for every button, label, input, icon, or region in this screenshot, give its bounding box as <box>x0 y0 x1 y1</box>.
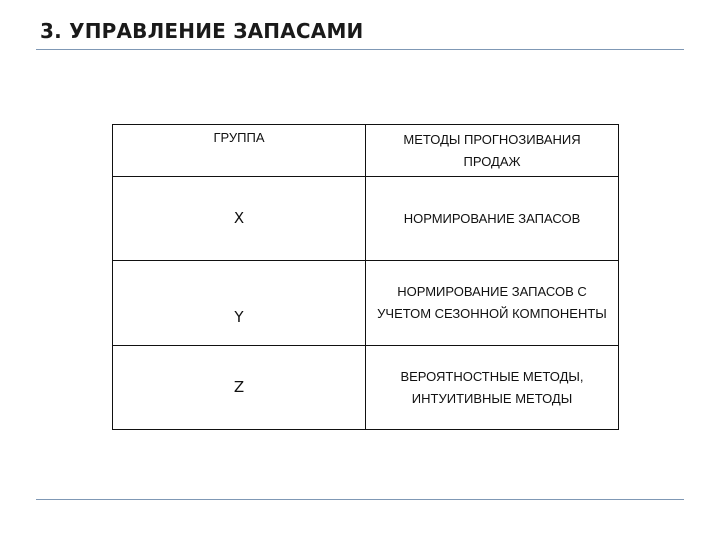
footer-divider <box>36 499 684 500</box>
table-row <box>113 177 619 261</box>
group-label: Z <box>233 378 245 396</box>
method-cell: ВЕРОЯТНОСТНЫЕ МЕТОДЫ, ИНТУИТИВНЫЕ МЕТОДЫ <box>366 346 619 430</box>
header-group: ГРУППА <box>113 125 366 177</box>
method-cell: НОРМИРОВАНИЕ ЗАПАСОВ С УЧЕТОМ СЕЗОННОЙ КОМПОНЕНТЫ <box>366 261 619 346</box>
group-cell <box>113 177 366 261</box>
group-cell <box>113 261 366 346</box>
table-row <box>113 261 619 346</box>
header-methods: МЕТОДЫ ПРОГНОЗИВАНИЯ ПРОДАЖ <box>366 125 619 177</box>
table-row <box>113 346 619 430</box>
forecast-methods-table <box>112 124 619 430</box>
title-divider <box>36 49 684 50</box>
group-label: Y <box>234 307 244 326</box>
group-cell <box>113 346 366 430</box>
group-label: X <box>233 209 245 227</box>
table-header-row <box>113 125 619 177</box>
method-cell: НОРМИРОВАНИЕ ЗАПАСОВ <box>366 177 619 261</box>
page-title: 3. УПРАВЛЕНИЕ ЗАПАСАМИ <box>40 19 364 43</box>
